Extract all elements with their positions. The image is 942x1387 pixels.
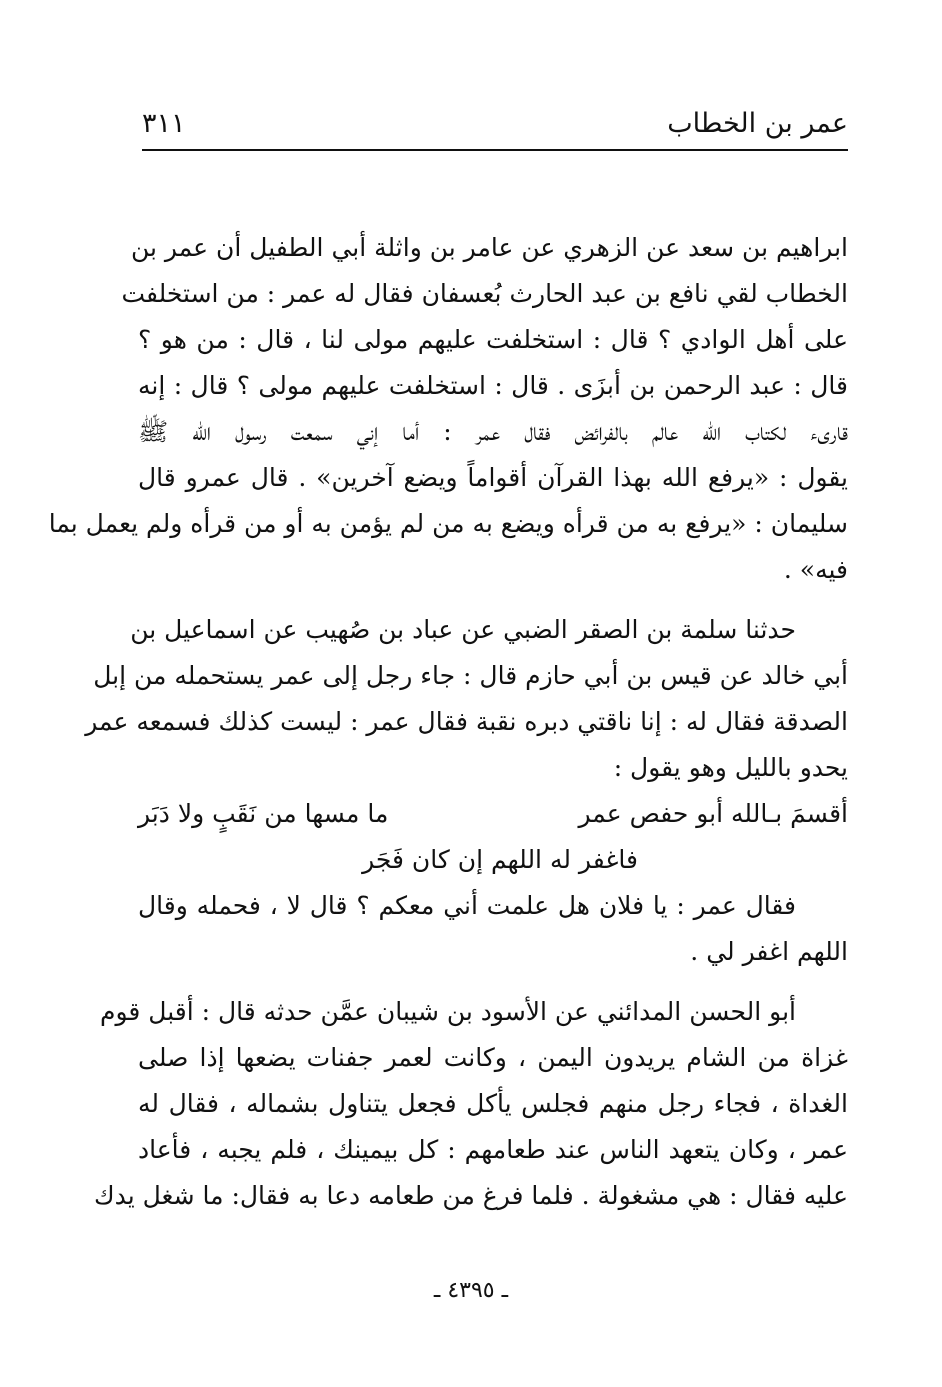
text-line: أبو الحسن المدائني عن الأسود بن شيبان عمَّن حدثه قال : أقبل قوم [100, 997, 796, 1026]
page-header [142, 108, 848, 148]
text-line: الصدقة فقال له : إنا ناقتي دبره نقبة فقال عمر : ليست كذلك فسمعه عمر [85, 707, 848, 736]
poem-verse [138, 791, 848, 883]
verse-line-1 [138, 791, 848, 837]
text-line: حدثنا سلمة بن الصقر الضبي عن عباد بن صُهيب عن اسماعيل بن [130, 615, 796, 644]
text-line: قال : عبد الرحمن بن أبزَى . قال : استخلفت عليهم مولى ؟ قال : إنه [138, 371, 848, 400]
paragraph-3 [138, 883, 848, 975]
text-line: يقول : «يرفع الله بهذا القرآن أقواماً ويضع آخرين» . قال عمرو قال [138, 463, 848, 492]
text-line: قارىء لكتاب الله عالم بالفرائض فقال عمر : أما إني سمعت رسول الله ﷺ [138, 417, 848, 446]
text-line: غزاة من الشام يريدون اليمن ، وكانت لعمر جفنات يضعها إذا صلى [138, 1043, 848, 1072]
text-line: عليه فقال : هي مشغولة . فلما فرغ من طعامه دعا به فقال: ما شغل يدك [93, 1181, 848, 1210]
text-line: اللهم اغفر لي . [690, 937, 848, 966]
text-line: الغداة ، فجاء رجل منهم فجلس يأكل فجعل يتناول بشماله ، فقال له [138, 1089, 848, 1118]
text-line: ابراهيم بن سعد عن الزهري عن عامر بن واثلة أبي الطفيل أن عمر بن [131, 233, 848, 262]
verse-line-2 [138, 837, 848, 883]
text-line: فقال عمر : يا فلان هل علمت أني معكم ؟ قال لا ، فحمله وقال [138, 891, 796, 920]
paragraph-gap [138, 975, 848, 989]
text-line: أبي خالد عن قيس بن أبي حازم قال : جاء رجل إلى عمر يستحمله من إبل [93, 661, 848, 690]
text-line: عمر ، وكان يتعهد الناس عند طعامهم : كل بيمينك ، فلم يجبه ، فأعاد [138, 1135, 848, 1164]
main-text [48, 225, 848, 1219]
text-line: يحدو بالليل وهو يقول : [613, 753, 848, 782]
text-line: فيه» . [783, 555, 848, 584]
paragraph-2 [85, 607, 848, 791]
verse-third-line: فاغفر له اللهم إن كان فَجَر [362, 845, 638, 874]
verse-first-hemistich: أقسمَ بـالله أبو حفص عمر [578, 799, 848, 828]
running-title: عمر بن الخطاب [667, 108, 848, 139]
verse-second-hemistich: ما مسها من نَقَبٍ ولا دَبَر [138, 799, 389, 828]
paragraph-4 [93, 989, 848, 1219]
header-rule [142, 149, 848, 151]
paragraph-gap [138, 593, 848, 607]
header-page-number: ٣١١ [142, 108, 186, 139]
paragraph-1 [48, 225, 848, 593]
text-line: على أهل الوادي ؟ قال : استخلفت عليهم مولى لنا ، قال : من هو ؟ [138, 325, 848, 354]
footer-page-number: ـ ٤٣٩٥ ـ [433, 1278, 509, 1303]
text-line: الخطاب لقي نافع بن عبد الحارث بُعسفان فقال له عمر : من استخلفت [121, 279, 848, 308]
text-line: سليمان : «يرفع به من قرأه ويضع به من لم يؤمن به أو من قرأه ولم يعمل بما [48, 509, 848, 538]
